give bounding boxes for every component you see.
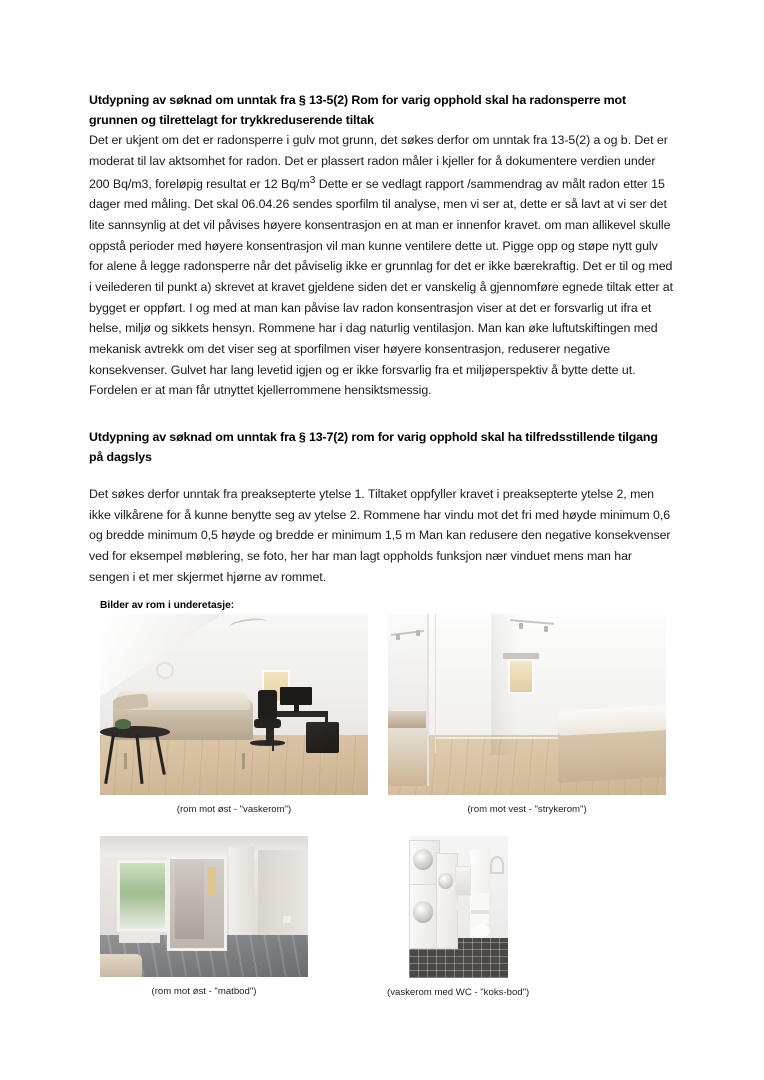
wall-recess — [258, 850, 308, 946]
photo-caption-matbod: (rom mot øst - "matbod") — [151, 986, 257, 998]
sink-icon — [456, 900, 469, 911]
office-chair-back — [258, 690, 277, 721]
section-1-heading: Utdypning av søknad om unntak fra § 13-5(2) Rom for varig opphold skal ha radonsperre mot grunnen og tilrettelagt for trykkreduserende tiltak — [89, 93, 627, 128]
section-spacer — [89, 401, 675, 427]
photo-cell-koks-bod — [387, 836, 529, 999]
radiator-icon — [119, 931, 161, 944]
pipe-icon — [490, 856, 504, 874]
photo-cell-strykerom — [388, 614, 666, 816]
section-1-body-part-2: Dette er se vedlagt rapport /sammendrag av målt radon etter 15 dager med måling. Det skal 06.04.26 sendes sporfilm til analyse, men vi ser at, dette er så lavt at vi ser det lite sannsynlig at det vil påvises høyere konsentrasjon en at man er innenfor kravet. om man allikevel skulle oppstå perioder med høyere konsentrasjon vil man kunne ventilere dette ut. Pigge opp og støpe nytt gulv for alene å legge radonsperre når det påviselig ikke er grunnlag for det er ikke bærekraftig. Det er til og med i veilederen til punkt a) skrevet at kravet gjeldene siden det er vanskelig å gjennomføre egnede tiltak etter at bygget er oppført. I og med at man kan påvise lav radon konsentrasjon viser at det er forsvarlig ut ifra et helse, miljø og sikkets hensyn. Rommene har i dag naturlig ventilasjon. Man kan øke luftutskiftingen med mekanisk avtrekk om det viser seg at sporfilmen viser høyere konsentrasjon, reduserer negative konsekvenser. Gulvet har lang levetid igjen og er ikke forsvarlig fra et miljøperspektiv å bytte dette ut. Fordelen er at man får utnyttet kjellerrommene hensiktsmessig. — [89, 176, 674, 398]
door-panel — [175, 861, 204, 939]
machine-drum-lower — [413, 901, 434, 922]
right-wall — [490, 836, 508, 938]
section-1-body-part-1: Det er ukjent om det er radonsperre i gulv mot grunn, det søkes derfor om unntak fra 13-5(2) a og b. Det er moderat til lav aktsomhet for radon. Det er plassert radon måler i kjeller for å dokumentere verdien under 200 Bq/m3, foreløpig resultat er 12 Bq/m — [89, 133, 668, 191]
section-2-heading: Utdypning av søknad om unntak fra § 13-7(2) rom for varig opphold skal ha tilfredsstillende tilgang på dagslys — [89, 429, 658, 464]
office-chair-seat — [254, 719, 281, 728]
photo-room-west — [388, 614, 666, 795]
section-2-body: Det søkes derfor unntak fra preaksepterte ytelse 1. Tiltaket oppfyller kravet i preaksepterte ytelse 2, men ikke vilkårene for å kunne benytte seg av ytelse 2. Rommene har vindu mot det fri med høyde minimum 0,6 og bredde minimum 0,5 høyde og bredde er minimum 1,5 m Man kan redusere den negative konsekvenser ved for eksempel møblering, se foto, her har man lagt oppholds funksjon nær vinduet mens man har sengen i et mer skjermet hjørne av rommet. — [89, 487, 671, 584]
window-icon — [508, 659, 534, 694]
monitor-stand — [294, 705, 299, 712]
photo-room-east-matbod — [100, 836, 308, 977]
images-section-label: Bilder av rom i underetasje: — [100, 600, 235, 612]
shelf — [471, 910, 489, 914]
photo-caption-koks-bod: (vaskerom med WC - "koks-bod") — [387, 987, 530, 999]
toilet-icon — [471, 924, 490, 938]
door-light-glow — [208, 867, 216, 895]
paragraph-spacer — [89, 467, 675, 484]
window-icon — [117, 860, 169, 932]
photo-row-top — [100, 614, 675, 816]
wall-vent-icon — [156, 662, 173, 679]
photo-row-bottom — [100, 836, 675, 999]
black-cabinet — [306, 722, 338, 753]
mirror-panel — [388, 614, 429, 786]
photo-caption-vaskerom: (rom mot øst - "vaskerom") — [176, 803, 292, 815]
spotlight-icon-1 — [519, 623, 523, 629]
spotlight-icon-2 — [544, 626, 548, 632]
superscript-cubic-meter: 3 — [309, 174, 316, 186]
toilet-cistern-box — [472, 893, 489, 924]
photo-bedroom-east — [100, 614, 368, 795]
photo-cell-vaskerom — [100, 614, 368, 816]
monitor-icon — [280, 687, 312, 705]
office-chair-base — [250, 740, 285, 745]
spotlight-icon-4 — [416, 630, 420, 636]
machine-drum-second — [438, 873, 453, 889]
photo-laundry-wc — [409, 836, 508, 978]
photo-caption-strykerom: (rom mot vest - "strykerom") — [467, 803, 587, 815]
plant-icon — [115, 719, 131, 728]
wall-pillar — [229, 847, 254, 946]
bed-leg-right — [242, 753, 245, 769]
wall-divider — [435, 614, 436, 753]
bathroom-mirror — [455, 866, 471, 896]
power-outlet-icon — [283, 916, 291, 923]
images-section — [89, 598, 675, 999]
photo-cell-matbod — [100, 836, 308, 998]
section-1-body — [89, 130, 675, 401]
mirror-reflection-bed — [388, 711, 426, 727]
bed-base — [558, 727, 666, 783]
spotlight-icon-3 — [396, 634, 400, 640]
bed-corner — [100, 954, 142, 977]
bed-leg-left — [124, 753, 127, 769]
